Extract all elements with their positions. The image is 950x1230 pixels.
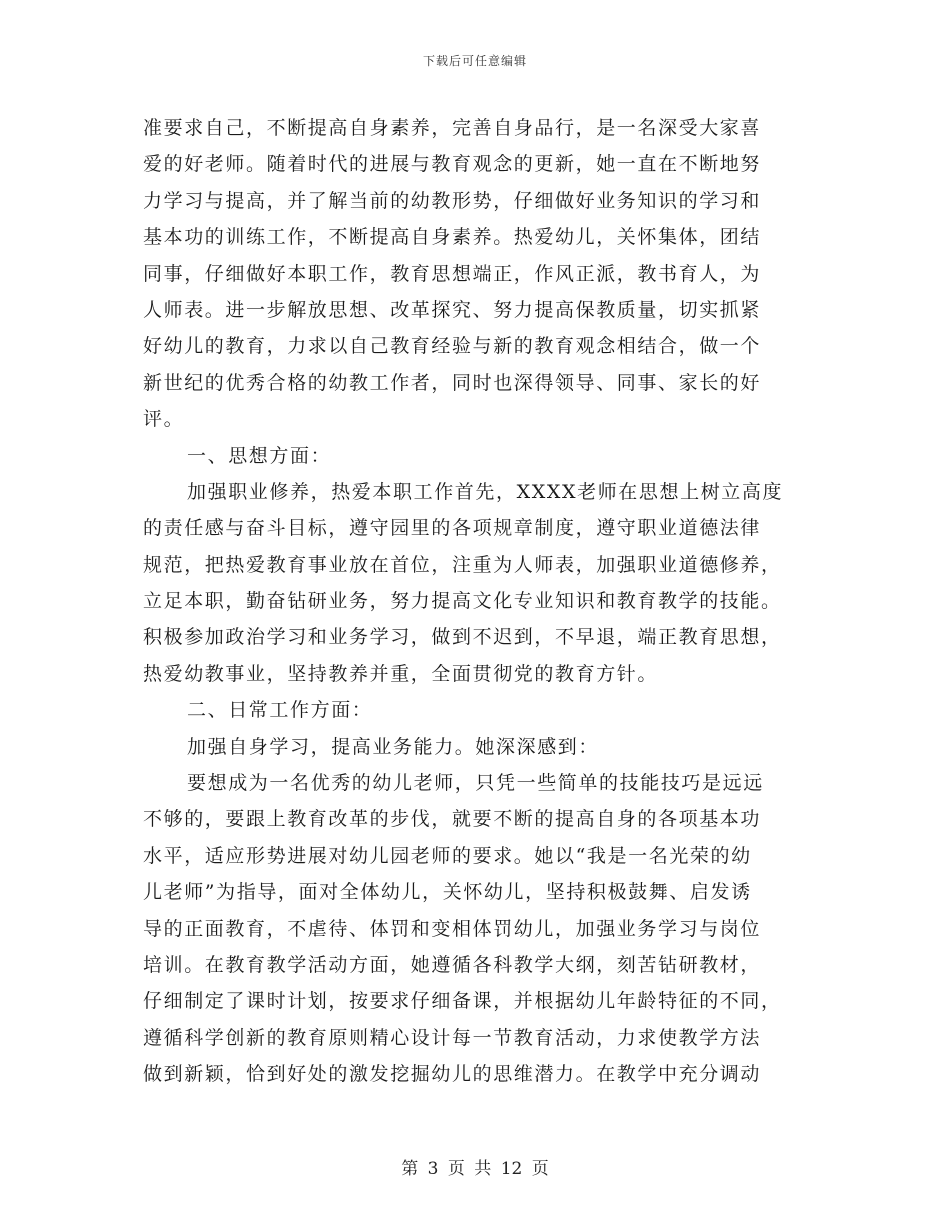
text-line: 遵循科学创新的教育原则精心设计每一节教育活动，力求使教学方法 <box>143 1026 762 1049</box>
text-line: 加强职业修养，热爱本职工作首先，XXXX老师在思想上树立高度 <box>187 480 784 503</box>
text-line: 同事，仔细做好本职工作，教育思想端正，作风正派，教书育人，为 <box>143 262 762 285</box>
text-line: 规范，把热爱教育事业放在首位，注重为人师表，加强职业道德修养， <box>143 553 782 576</box>
text-line: 二、日常工作方面： <box>187 699 373 722</box>
text-line: 一、思想方面： <box>187 444 332 467</box>
page-number-footer: 第 3 页 共 12 页 <box>401 1159 549 1179</box>
text-line: 的责任感与奋斗目标，遵守园里的各项规章制度，遵守职业道德法律 <box>143 517 762 540</box>
text-line: 水平，适应形势进展对幼儿园老师的要求。她以“我是一名光荣的幼 <box>143 844 752 867</box>
text-line: 做到新颖，恰到好处的激发挖掘幼儿的思维潜力。在教学中充分调动 <box>143 1063 762 1086</box>
text-line: 儿老师”为指导，面对全体幼儿，关怀幼儿，坚持积极鼓舞、启发诱 <box>143 881 752 904</box>
text-line: 人师表。进一步解放思想、改革探究、努力提高保教质量，切实抓紧 <box>143 298 762 321</box>
text-line: 要想成为一名优秀的幼儿老师，只凭一些简单的技能技巧是远远 <box>187 772 764 795</box>
text-line: 导的正面教育，不虐待、体罚和变相体罚幼儿，加强业务学习与岗位 <box>143 917 762 940</box>
document-body <box>143 110 808 1093</box>
text-line: 爱的好老师。随着时代的进展与教育观念的更新，她一直在不断地努 <box>143 153 762 176</box>
text-line: 准要求自己，不断提高自身素养，完善自身品行，是一名深受大家喜 <box>143 117 762 139</box>
text-line: 力学习与提高，并了解当前的幼教形势，仔细做好业务知识的学习和 <box>143 189 762 212</box>
text-line: 新世纪的优秀合格的幼教工作者，同时也深得领导、同事、家长的好 <box>143 371 762 394</box>
text-line: 培训。在教育教学活动方面，她遵循各科教学大纲，刻苦钻研教材， <box>143 953 762 976</box>
text-line: 立足本职，勤奋钻研业务，努力提高文化专业知识和教育教学的技能。 <box>143 590 782 613</box>
text-line: 加强自身学习，提高业务能力。她深深感到： <box>187 735 600 758</box>
text-line: 热爱幼教事业，坚持教养并重，全面贯彻党的教育方针。 <box>143 662 659 685</box>
text-line: 积极参加政治学习和业务学习，做到不迟到，不早退，端正教育思想， <box>143 626 782 649</box>
page-header: 下载后可任意编辑 <box>422 54 527 68</box>
text-line: 好幼儿的教育，力求以自己教育经验与新的教育观念相结合，做一个 <box>143 335 762 358</box>
text-line: 不够的，要跟上教育改革的步伐，就要不断的提高自身的各项基本功 <box>143 808 762 831</box>
text-line: 评。 <box>143 408 185 431</box>
text-line: 仔细制定了课时计划，按要求仔细备课，并根据幼儿年龄特征的不同， <box>143 990 782 1013</box>
text-line: 基本功的训练工作，不断提高自身素养。热爱幼儿，关怀集体，团结 <box>143 226 762 249</box>
